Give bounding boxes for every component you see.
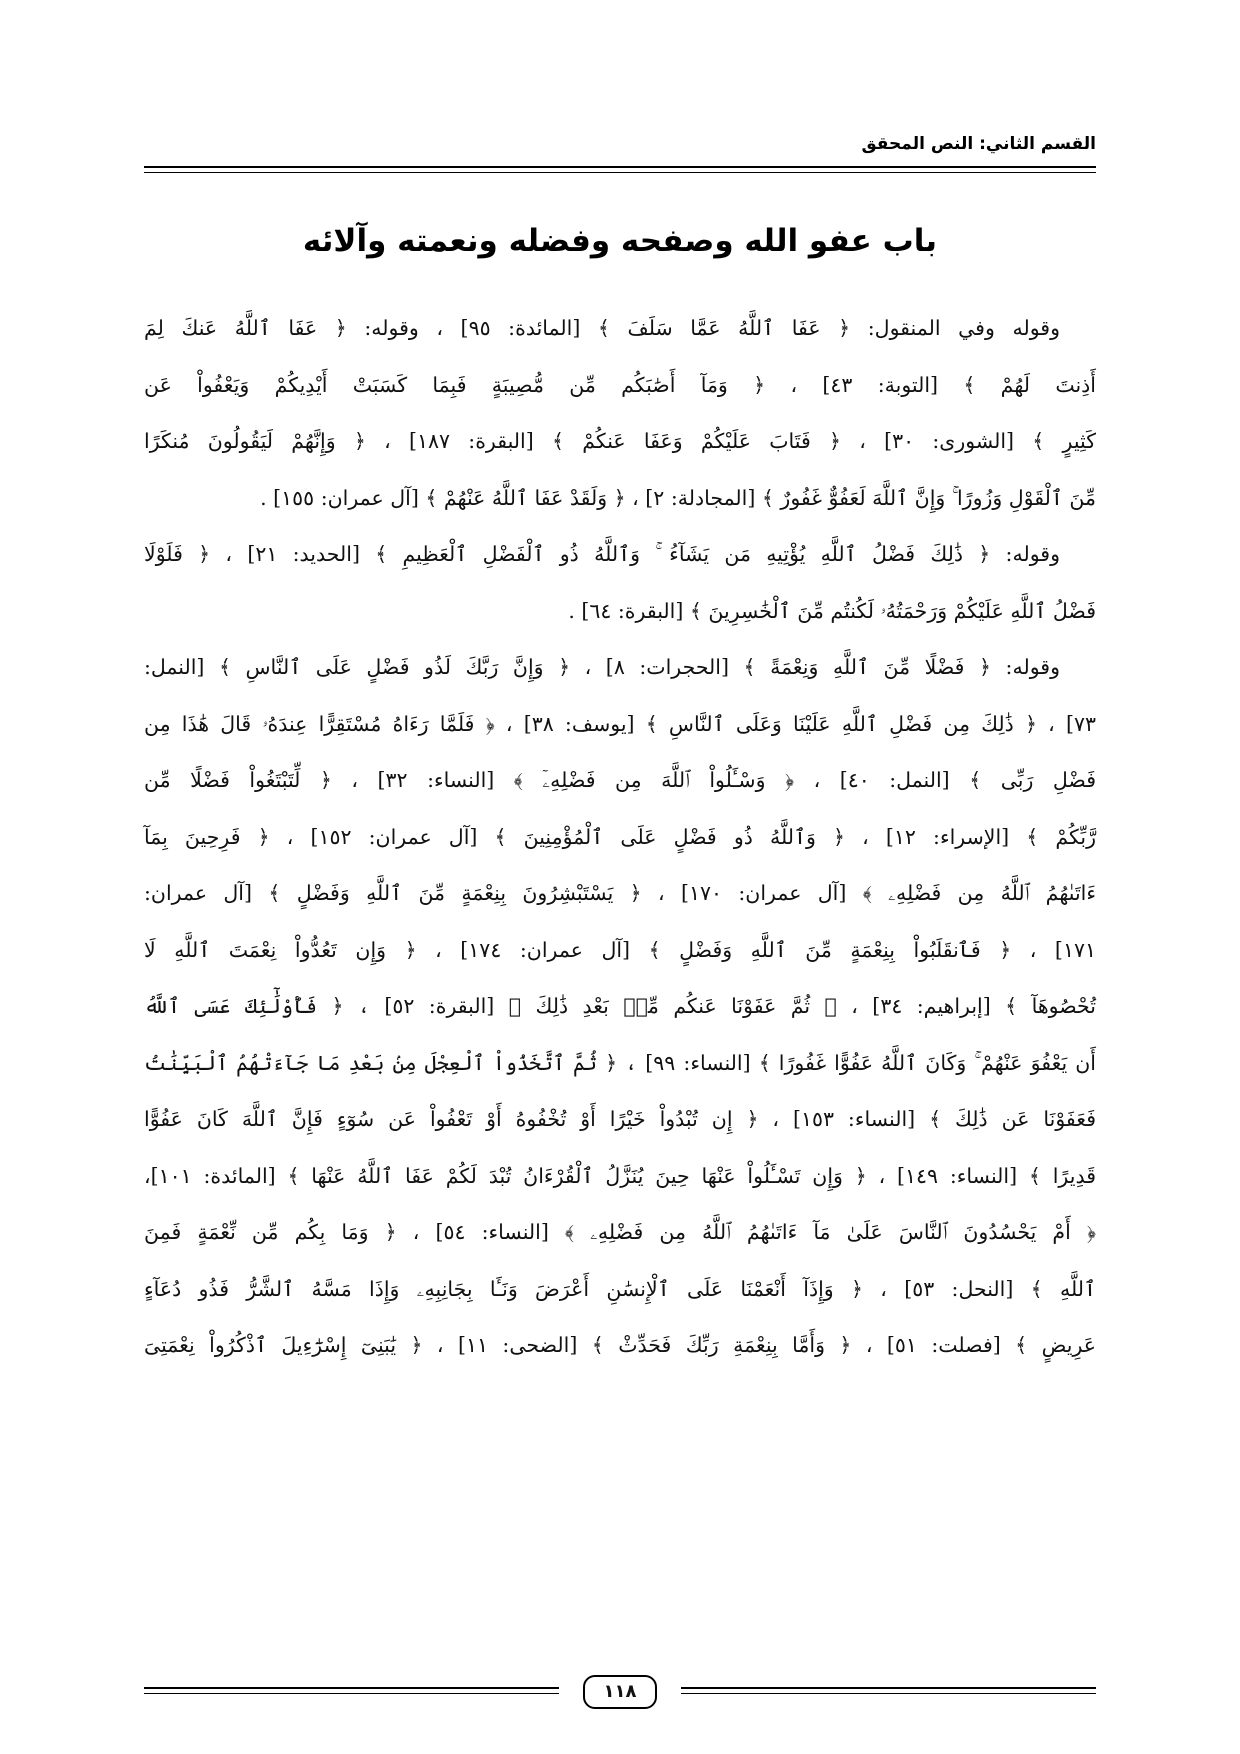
chapter-title: باب عفو الله وصفحه وفضله ونعمته وآلائه [302,222,938,259]
footer-rule-right-thin [681,1693,1096,1694]
text-line: وقوله وفي المنقول: ﴿ عَفَا ٱللَّهُ عَمَّا سَلَفَ ﴾ [المائدة: ٩٥] ، وقوله: ﴿ عَفَا ٱللَّهُ عَنكَ لِمَ [144,316,1060,340]
text-line: كَثِيرٍ ﴾ [الشورى: ٣٠] ، ﴿ فَتَابَ عَلَيْكُمْ وَعَفَا عَنكُمْ ﴾ [البقرة: ١٨٧] ، ﴿ وَإِنَّهُمْ لَيَقُولُونَ مُنكَرًا [144,429,1096,453]
text-line: أَذِنتَ لَهُمْ ﴾ [التوبة: ٤٣] ، ﴿ وَمَآ أَصَٰبَكُم مِّن مُّصِيبَةٍ فَبِمَا كَسَبَتْ أَيْدِيكُمْ وَيَعْفُواْ عَن [144,372,1096,397]
running-header: القسم الثاني: النص المحقق [861,134,1096,154]
page-footer [144,1675,1096,1709]
text-line: ٧٣] ، ﴿ ذَٰلِكَ مِن فَضْلِ ٱللَّهِ عَلَيْنَا وَعَلَى ٱلنَّاسِ ﴾ [يوسف: ٣٨] ، ﴿ فَلَمَّا رَءَاهُ مُسْتَقِرًّا عِندَهُۥ قَالَ هَٰذَا مِن [144,711,1096,736]
text-line: ١٧١] ، ﴿ فَٱنقَلَبُواْ بِنِعْمَةٍ مِّنَ ٱللَّهِ وَفَضْلٍ ﴾ [آل عمران: ١٧٤] ، ﴿ وَإِن تَعُدُّواْ نِعْمَتَ ٱللَّهِ لَا [144,937,1096,962]
body-text [144,300,1096,1374]
page-number: ١١٨ [583,1675,657,1709]
text-line: ءَاتَىٰهُمُ ٱللَّهُ مِن فَضْلِهِۦ ﴾ [آل عمران: ١٧٠] ، ﴿ يَسْتَبْشِرُونَ بِنِعْمَةٍ مِّنَ ٱللَّهِ وَفَضْلٍ ﴾ [آل عمران: [144,881,1096,905]
text-line: فَضْلِ رَبِّى ﴾ [النمل: ٤٠] ، ﴿ وَسْـَٔلُواْ ٱللَّهَ مِن فَضْلِهِۦٓ ﴾ [النساء: ٣٢] ، ﴿ لِّتَبْتَغُواْ فَضْلًا مِّن [144,768,1097,792]
text-line: رَّبِّكُمْ ﴾ [الإسراء: ١٢] ، ﴿ وَٱللَّهُ ذُو فَضْلٍ عَلَى ٱلْمُؤْمِنِينَ ﴾ [آل عمران: ١٥٢] ، ﴿ فَرِحِينَ بِمَآ [144,824,1096,849]
footer-rule-left [144,1687,559,1689]
text-line: قَدِيرًا ﴾ [النساء: ١٤٩] ، ﴿ وَإِن تَسْـَٔلُواْ عَنْهَا حِينَ يُنَزَّلُ ٱلْقُرْءَانُ تُبْدَ لَكُمْ عَفَا ٱللَّهُ عَنْهَا ﴾ [المائدة: ١٠١]، [144,1163,1096,1188]
text-line: فَضْلُ ٱللَّهِ عَلَيْكُمْ وَرَحْمَتُهُۥ لَكُنتُم مِّنَ ٱلْخَٰسِرِينَ ﴾ [البقرة: ٦٤] . [568,598,1096,623]
footer-rule-left-thin [144,1693,559,1694]
text-line: تُحْصُوهَآ ﴾ [إبراهيم: ٣٤] ، ﴿ ثُمَّ عَفَوْنَا عَنكُم مِّنۢ بَعْدِ ذَٰلِكَ ﴾ [البقرة: ٥٢] ، ﴿ فَأُوْلَٰٓئِكَ عَسَى ٱللَّهُ [144,994,1096,1018]
text-line: ٱللَّهِ ﴾ [النحل: ٥٣] ، ﴿ وَإِذَآ أَنْعَمْنَا عَلَى ٱلْإِنسَٰنِ أَعْرَضَ وَنَـَٔا بِجَانِبِهِۦ وَإِذَا مَسَّهُ ٱلشَّرُّ فَذُو دُعَآءٍ [144,1276,1096,1301]
text-line: وقوله: ﴿ ذَٰلِكَ فَضْلُ ٱللَّهِ يُؤْتِيهِ مَن يَشَآءُ ۚ وَٱللَّهُ ذُو ٱلْفَضْلِ ٱلْعَظِيمِ ﴾ [الحديد: ٢١] ، ﴿ فَلَوْلَا [144,542,1060,566]
text-line: مِّنَ ٱلْقَوْلِ وَزُورًا ۚ وَإِنَّ ٱللَّهَ لَعَفُوٌّ غَفُورٌ ﴾ [المجادلة: ٢] ، ﴿ وَلَقَدْ عَفَا ٱللَّهُ عَنْهُمْ ﴾ [آل عمران: ١٥٥] . [260,485,1096,510]
text-line: عَرِيضٍ ﴾ [فصلت: ٥١] ، ﴿ وَأَمَّا بِنِعْمَةِ رَبِّكَ فَحَدِّثْ ﴾ [الضحى: ١١] ، ﴿ يَٰبَنِىٓ إِسْرَٰٓءِيلَ ٱذْكُرُواْ نِعْمَتِىَ [144,1333,1096,1357]
text-line: وقوله: ﴿ فَضْلًا مِّنَ ٱللَّهِ وَنِعْمَةً ﴾ [الحجرات: ٨] ، ﴿ وَإِنَّ رَبَّكَ لَذُو فَضْلٍ عَلَى ٱلنَّاسِ ﴾ [النمل: [144,655,1060,679]
text-line: ﴿ أَمْ يَحْسُدُونَ ٱلنَّاسَ عَلَىٰ مَآ ءَاتَىٰهُمُ ٱللَّهُ مِن فَضْلِهِۦ ﴾ [النساء: ٥٤] ، ﴿ وَمَا بِكُم مِّن نِّعْمَةٍ فَمِنَ [144,1220,1096,1244]
text-line: أَن يَعْفُوَ عَنْهُمْ ۚ وَكَانَ ٱللَّهُ عَفُوًّا غَفُورًا ﴾ [النساء: ٩٩] ، ﴿ ثُمَّ ٱتَّخَذُواْ ٱلْعِجْلَ مِنۢ بَعْدِ مَا جَآءَتْهُمُ ٱلْبَيِّنَٰتُ [144,1050,1097,1075]
header-rule-thin [144,172,1096,173]
footer-rule-right [681,1687,1096,1689]
header-rule [144,166,1096,168]
text-line: فَعَفَوْنَا عَن ذَٰلِكَ ﴾ [النساء: ١٥٣] ، ﴿ إِن تُبْدُواْ خَيْرًا أَوْ تُخْفُوهُ أَوْ تَعْفُواْ عَن سُوٓءٍ فَإِنَّ ٱللَّهَ كَانَ عَفُوًّا [144,1107,1096,1131]
